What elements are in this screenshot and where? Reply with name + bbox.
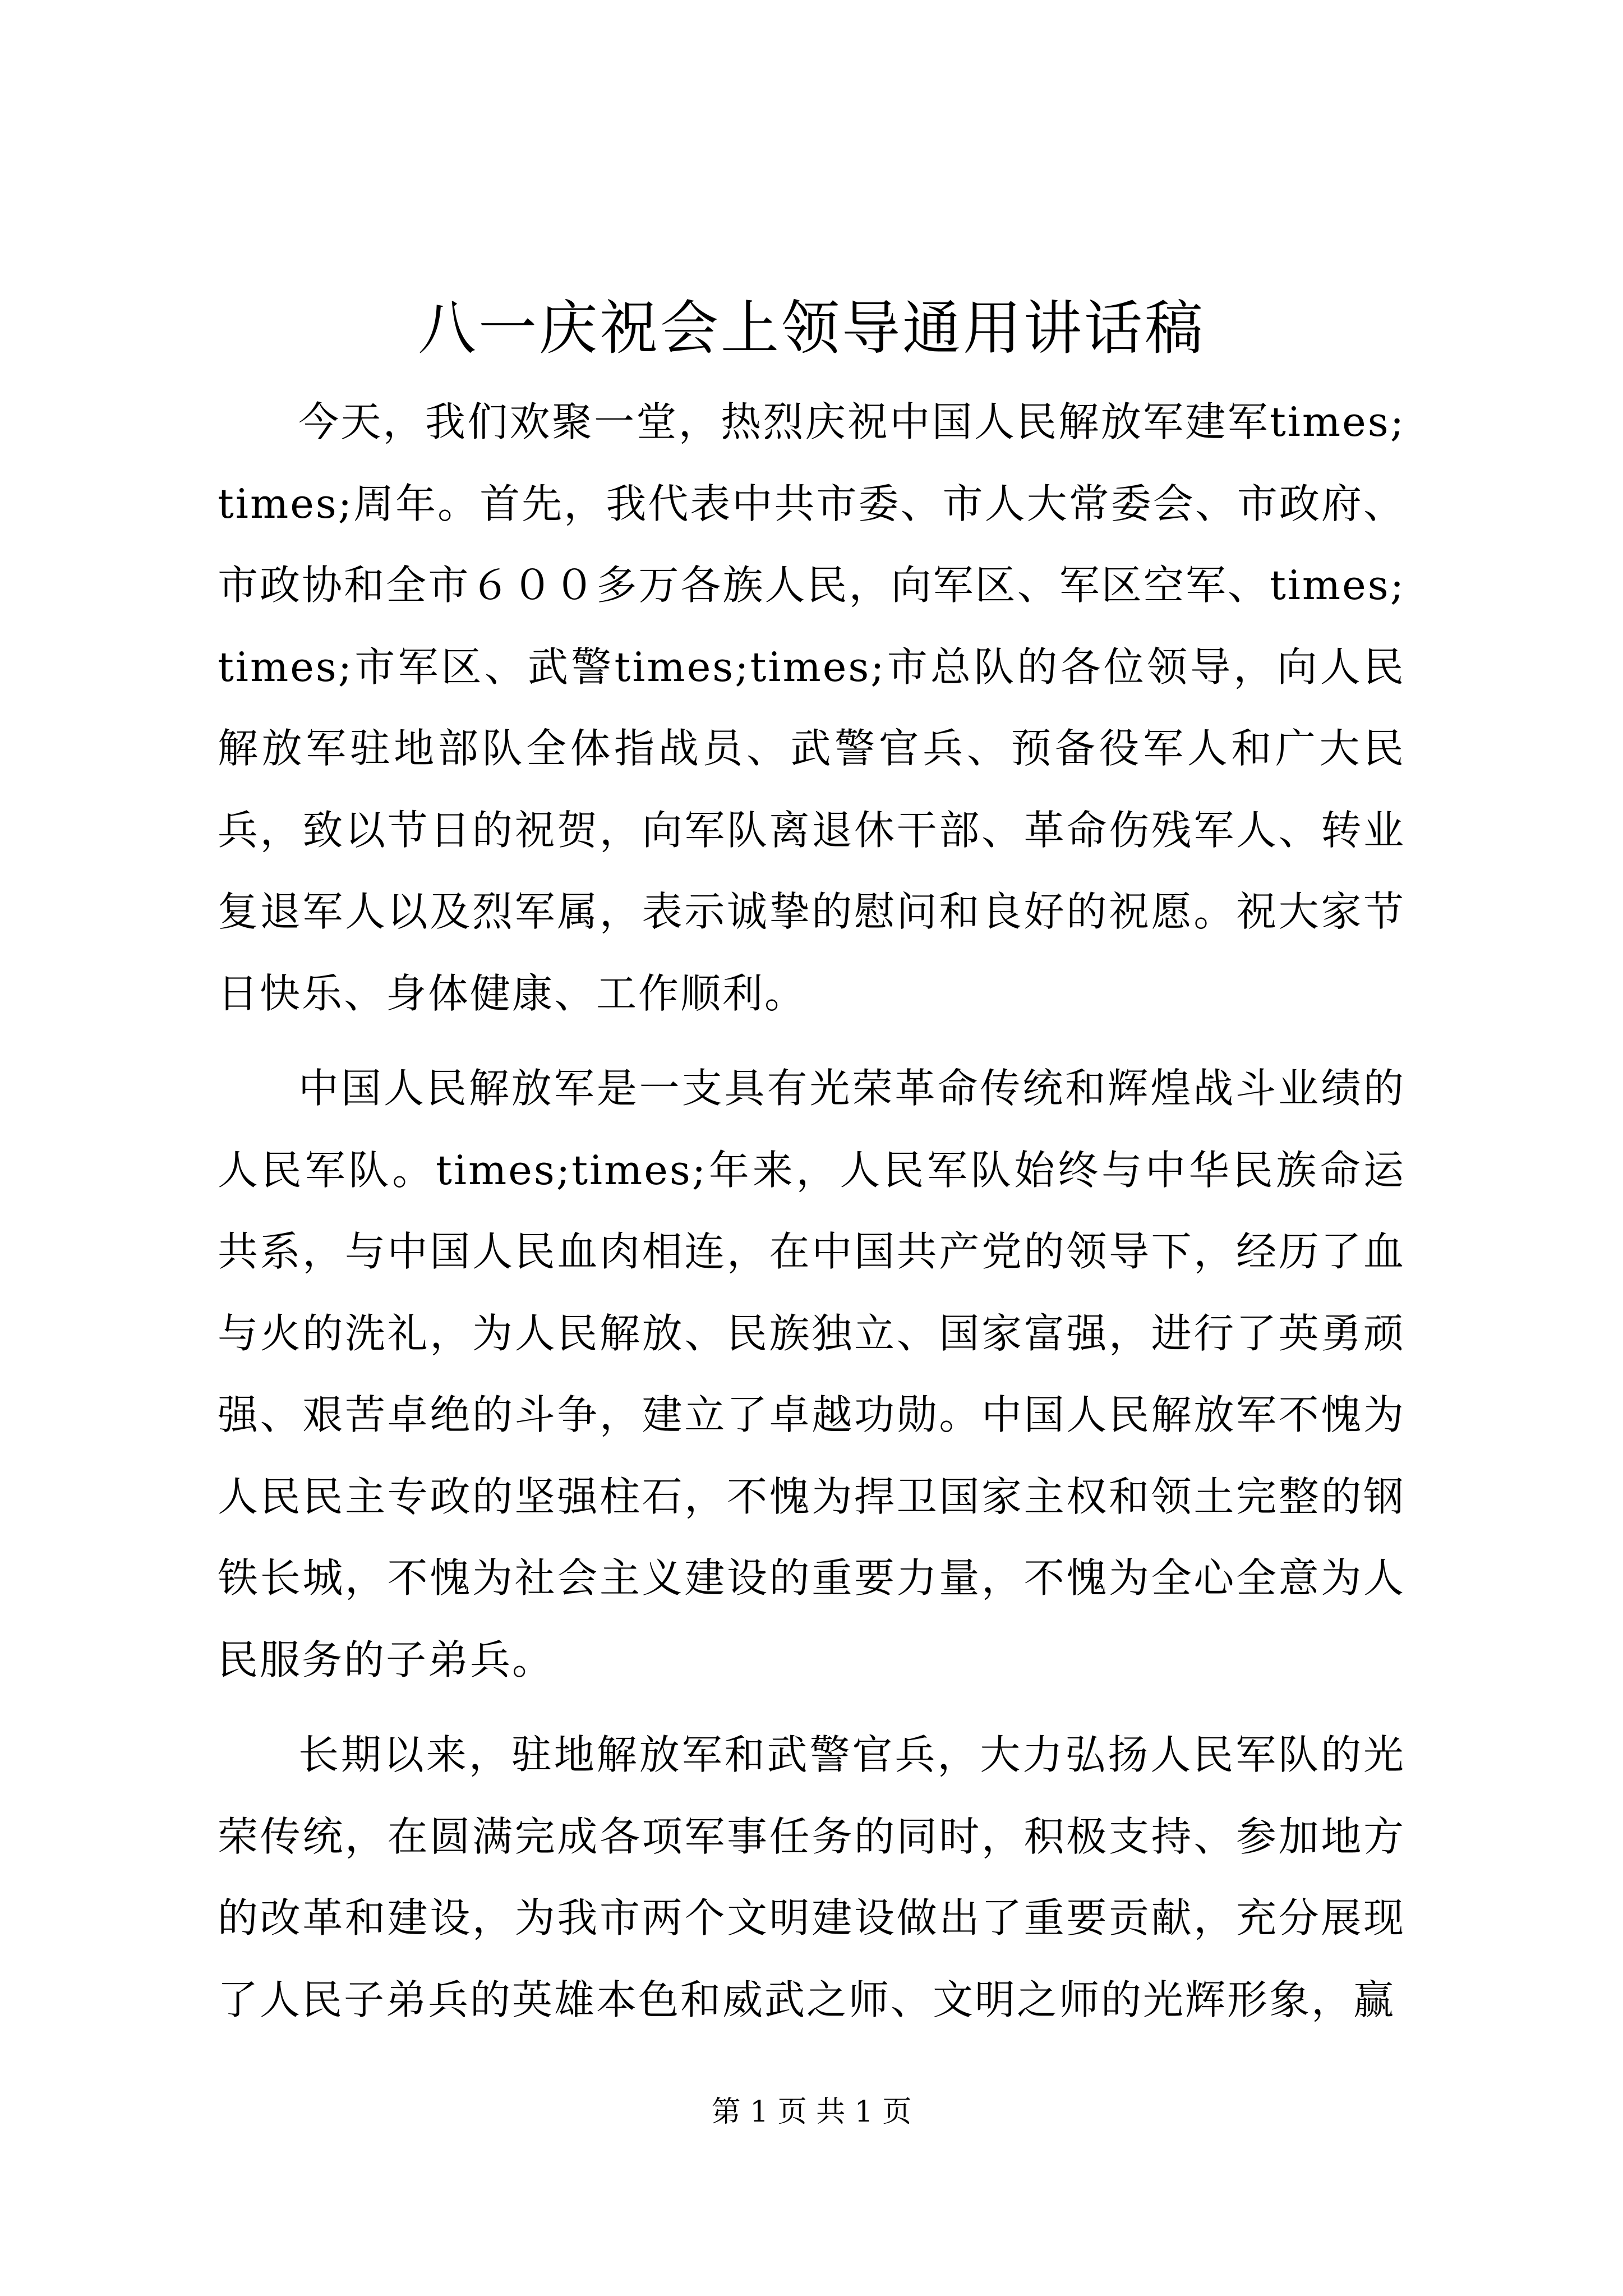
page-footer: 第 1 页 共 1 页 (711, 2095, 912, 2129)
paragraph-3: 长期以来，驻地解放军和武警官兵，大力弘扬人民军队的光荣传统，在圆满完成各项军事任务的同时，积极支持、参加地方的改革和建设，为我市两个文明建设做出了重要贡献，充分展现了人民子弟兵的英雄本色和威武之师、文明之师的光辉形象，赢 (218, 1731, 1405, 2023)
document-body (218, 381, 1405, 2041)
paragraph-1: 今天，我们欢聚一堂，热烈庆祝中国人民解放军建军times;times;周年。首先，我代表中共市委、市人大常委会、市政府、市政协和全市６００多万各族人民，向军区、军区空军、times;times;市军区、武警times;times;市总队的各位领导，向人民解放军驻地部队全体指战员、武警官兵、预备役军人和广大民兵，致以节日的祝贺，向军队离退休干部、革命伤残军人、转业复退军人以及烈军属，表示诚挚的慰问和良好的祝愿。祝大家节日快乐、身体健康、工作顺利。 (218, 398, 1405, 1017)
document-title: 八一庆祝会上领导通用讲话稿 (417, 294, 1205, 362)
paragraph-2: 中国人民解放军是一支具有光荣革命传统和辉煌战斗业绩的人民军队。times;times;年来，人民军队始终与中华民族命运共系，与中国人民血肉相连，在中国共产党的领导下，经历了血与火的洗礼，为人民解放、民族独立、国家富强，进行了英勇顽强、艰苦卓绝的斗争，建立了卓越功勋。中国人民解放军不愧为人民民主专政的坚强柱石，不愧为捍卫国家主权和领土完整的钢铁长城，不愧为社会主义建设的重要力量，不愧为全心全意为人民服务的子弟兵。 (218, 1065, 1405, 1683)
